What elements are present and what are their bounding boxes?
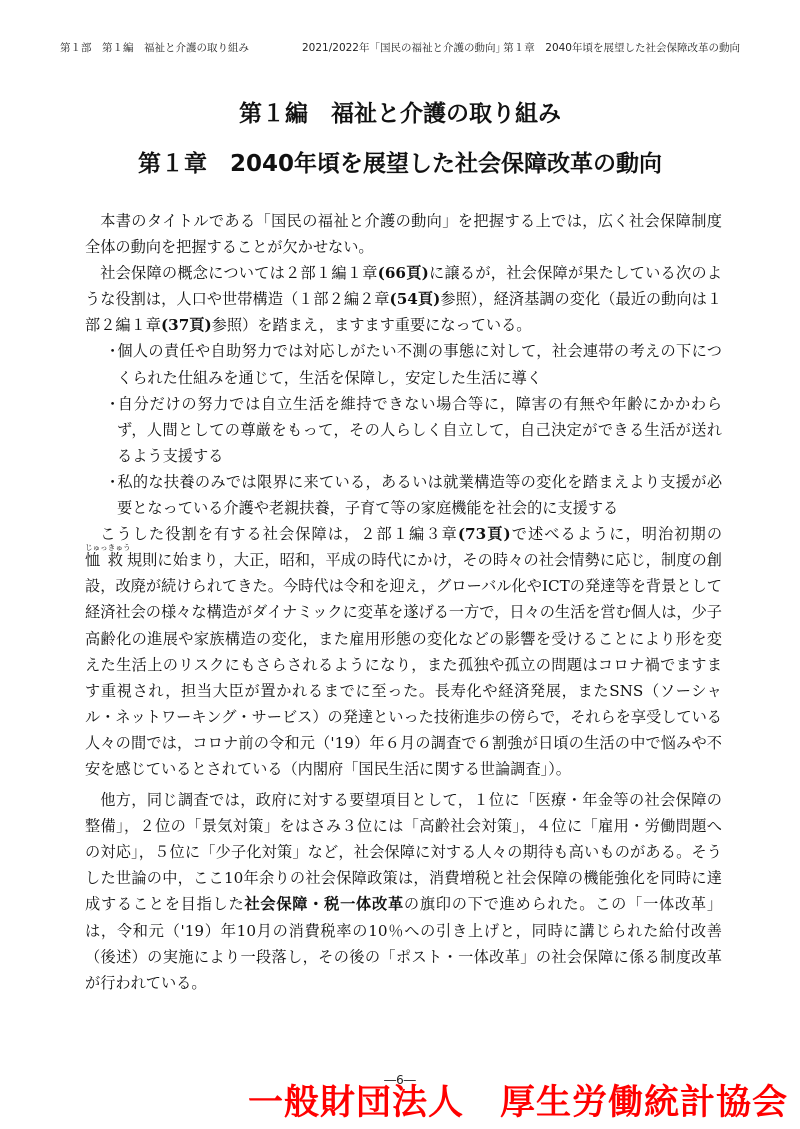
running-header-center: 2021/2022年「国民の福祉と介護の動向」	[302, 42, 506, 54]
bullet-item	[85, 391, 722, 469]
bullet-item	[85, 469, 722, 521]
paragraph-2-text-3: 参照），経済基調の変化（最近の動向は１部２編１章	[85, 290, 723, 335]
running-header	[60, 40, 740, 56]
ruby-base: 恤救	[85, 551, 131, 570]
page-number: ―6―	[384, 1073, 416, 1087]
paragraph-2-text-1: 社会保障の概念については２部１編１章	[100, 264, 378, 283]
emphasis-term: 社会保障・税一体改革	[244, 895, 404, 914]
bullet-item	[85, 338, 722, 390]
bullet-text: 自分だけの努力では自立生活を維持できない場合等に，障害の有無や年齢にかかわらず，人間としての尊厳をもって，その人らしく自立して，自己決定ができる生活が送れるよう支援する	[117, 394, 722, 465]
ruby-reading: じゅっきゅう	[85, 543, 131, 553]
bullet-text: 個人の責任や自助努力では対応しがたい不測の事態に対して，社会連帯の考えの下につくられた仕組みを通じて，生活を保障し，安定した生活に導く	[117, 342, 722, 387]
paragraph-2	[85, 260, 722, 338]
ruby-term	[85, 543, 131, 570]
paragraph-3	[85, 521, 722, 782]
body-text	[85, 208, 722, 996]
paragraph-4	[85, 787, 722, 996]
paragraph-2-text-4: 参照）を踏まえ，ますます重要になっている。	[211, 316, 532, 335]
paragraph-3-text-1: こうした役割を有する社会保障は，２部１編３章	[100, 525, 458, 544]
paragraph-3-text-2: で述べるように，明治初期の	[510, 525, 723, 544]
paragraph-2-text-2: に譲るが，社会保障が果たしている次のような役割は，人口や世帯構造（１部２編２章	[85, 264, 723, 309]
page-reference: (37頁)	[160, 316, 212, 335]
paragraph-3-text-3: 規則に始まり，大正，昭和，平成の時代にかけ，その時々の社会情勢に応じ，制度の創設，改廃が続けられてきた。今時代は令和を迎え，グローバル化やICTの発達等を背景として経済社会の様々な構造がダイナミックに変革を遂げる一方で，日々の生活を営む個人は，少子高齢化の進展や家族構造の変化，また雇用形態の変化などの影響を受けることにより形を変えた生活上のリスクにもさらされるようになり，また孤独や孤立の問題はコロナ禍でますます重視され，担当大臣が置かれるまでに至った。長寿化や経済発展，またSNS（ソーシャル・ネットワーキング・サービス）の発達といった技術進歩の傍らで，それらを享受している人々の間では，コロナ前の令和元（'19）年６月の調査で６割強が日頃の生活の中で悩みや不安を感じているとされている（内閣府「国民生活に関する世論調査」）。	[85, 551, 722, 778]
paragraph-4-text-1: 他方，同じ調査では，政府に対する要望項目として，１位に「医療・年金等の社会保障の整備」，２位の「景気対策」をはさみ３位には「高齢社会対策」，４位に「雇用・労働問題への対応」，５位に「少子化対策」など，社会保障に対する人々の期待も高いものがある。そうした世論の中，ここ10年余りの社会保障政策は，消費増税と社会保障の機能強化を同時に達成することを目指した	[85, 791, 722, 914]
bullet-mark: ・	[105, 342, 121, 361]
chapter-title: 第１章 2040年頃を展望した社会保障改革の動向	[137, 151, 662, 177]
bullet-mark: ・	[105, 472, 121, 491]
paragraph-4-text-2: の旗印の下で進められた。この「一体改革」は，令和元（'19）年10月の消費税率の10％への引き上げと，同時に講じられた給付改善（後述）の実施により一段落し，その後の「ポスト・一体改革」の社会保障に係る制度改革が行われている。	[85, 895, 723, 992]
page-reference: (66頁)	[377, 264, 429, 283]
paragraph-1: 本書のタイトルである「国民の福祉と介護の動向」を把握する上では，広く社会保障制度全体の動向を把握することが欠かせない。	[85, 212, 722, 257]
running-header-right: 第１章 2040年頃を展望した社会保障改革の動向	[503, 42, 740, 54]
part-title: 第１編 福祉と介護の取り組み	[239, 101, 561, 127]
bullet-mark: ・	[105, 394, 121, 413]
running-header-left: 第１部 第１編 福祉と介護の取り組み	[60, 42, 249, 54]
page-reference: (73頁)	[457, 525, 511, 544]
publisher-watermark: 一般財団法人 厚生労働統計協会	[247, 1083, 788, 1123]
page-reference: (54頁)	[389, 290, 441, 309]
bullet-text: 私的な扶養のみでは限界に来ている，あるいは就業構造等の変化を踏まえより支援が必要となっている介護や老親扶養，子育て等の家庭機能を社会的に支援する	[117, 472, 722, 518]
